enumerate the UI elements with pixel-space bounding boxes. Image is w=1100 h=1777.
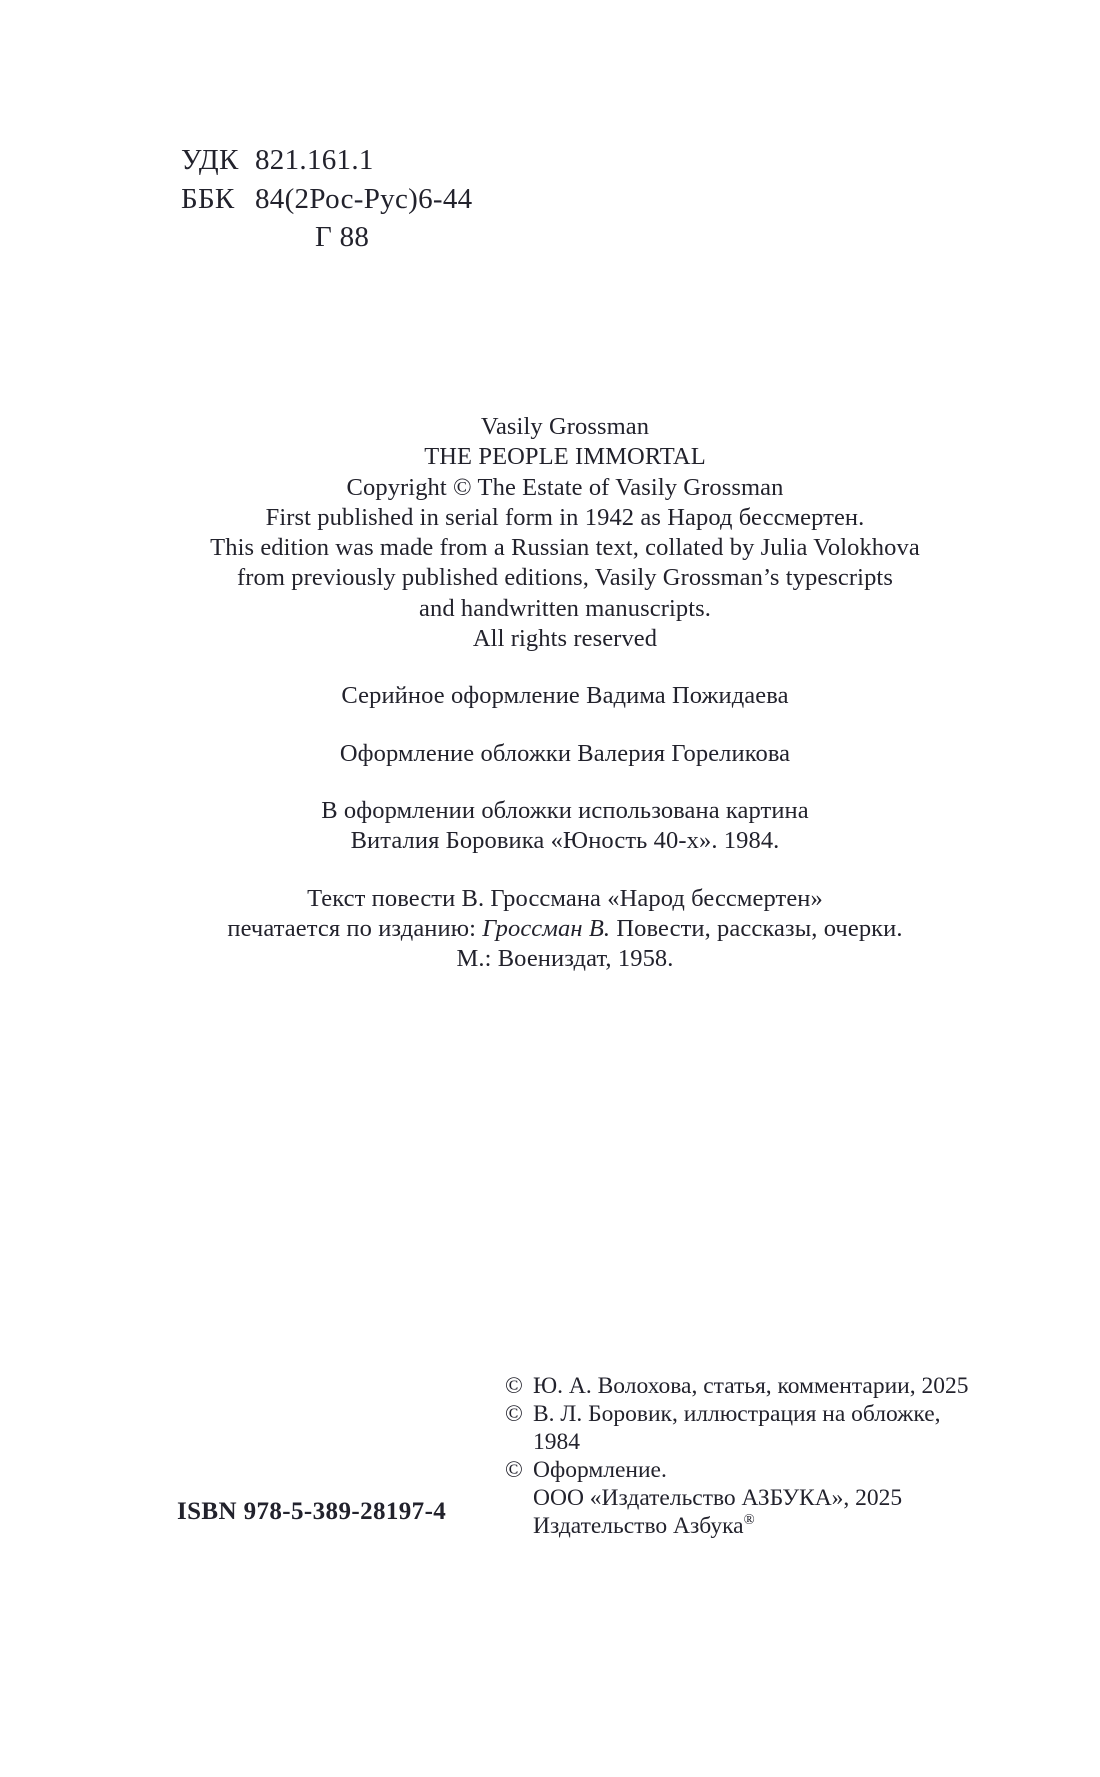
copyright-symbol: ©: [505, 1457, 523, 1483]
copyright-item-publisher: [505, 1456, 968, 1540]
copyright-text: [533, 1400, 941, 1456]
first-published-line: First published in serial form in 1942 as Народ бессмертен.: [265, 503, 865, 531]
source-edition-note: [125, 884, 1005, 975]
copyright-block: [505, 1372, 968, 1540]
copyright-estate-line: Copyright © The Estate of Vasily Grossman: [346, 473, 784, 501]
registered-trademark-mark: ®: [743, 1512, 755, 1529]
source-edition-line-2: [125, 914, 1005, 944]
publisher-name: Издательство Азбука: [533, 1513, 744, 1539]
author-name-en: Vasily Grossman: [480, 413, 650, 440]
author-mark: Г 88: [315, 221, 370, 253]
series-design-line: Серийное оформление Вадима Пожидаева: [341, 682, 789, 710]
udc-row: [181, 141, 472, 180]
copyright-symbol: ©: [505, 1401, 523, 1427]
source-edition-line-3: М.: Воениздат, 1958.: [456, 945, 674, 973]
edition-note-line-1: This edition was made from a Russian text, collated by Julia Volokhova: [210, 534, 920, 562]
series-design-credit: [125, 681, 1005, 711]
copyright-text: [533, 1372, 968, 1400]
copyright-item-volokhova: [505, 1372, 968, 1400]
edition-note-line-3: and handwritten manuscripts.: [419, 594, 711, 622]
imprint-text-column: [125, 412, 1005, 974]
cover-design-credit: [125, 739, 1005, 769]
copyright-line: Оформление.: [533, 1457, 667, 1483]
cover-art-note: [125, 796, 1005, 857]
copyright-item-borovik: [505, 1400, 968, 1456]
copyright-line: 1984: [533, 1429, 580, 1455]
source-edition-author-italic: Гроссман В.: [482, 914, 611, 942]
copyright-line: В. Л. Боровик, иллюстрация на обложке,: [533, 1401, 941, 1427]
copyright-line: Ю. А. Волохова, статья, комментарии, 2025: [533, 1373, 969, 1399]
cataloging-block: [181, 141, 472, 257]
cover-art-line-2: Виталия Боровика «Юность 40-х». 1984.: [350, 827, 780, 855]
cover-design-line: Оформление обложки Валерия Гореликова: [339, 739, 791, 767]
cover-art-line-1: В оформлении обложки использована картина: [321, 796, 809, 824]
title-en: THE PEOPLE IMMORTAL: [424, 443, 706, 471]
publisher-trademark-line: [533, 1512, 902, 1540]
edition-note-line-2: from previously published editions, Vasily Grossman’s typescripts: [237, 564, 893, 592]
copyright-symbol: ©: [505, 1373, 523, 1399]
english-rights-paragraph: [125, 412, 1005, 654]
bbk-value: 84(2Рос-Рус)6-44: [255, 182, 473, 215]
udc-label: УДК: [181, 144, 239, 176]
bbk-label: ББК: [181, 182, 235, 215]
all-rights-reserved-line: All rights reserved: [472, 625, 658, 653]
copyright-text: [533, 1456, 902, 1540]
copyright-line: ООО «Издательство АЗБУКА», 2025: [533, 1485, 903, 1511]
source-edition-suffix: Повести, рассказы, очерки.: [610, 914, 903, 942]
udc-value: 821.161.1: [255, 144, 374, 176]
source-edition-line-1: Текст повести В. Гроссмана «Народ бессмертен»: [307, 884, 823, 912]
bbk-row: [181, 180, 472, 219]
source-edition-prefix: печатается по изданию:: [227, 914, 483, 942]
isbn: ISBN 978-5-389-28197-4: [177, 1498, 447, 1525]
